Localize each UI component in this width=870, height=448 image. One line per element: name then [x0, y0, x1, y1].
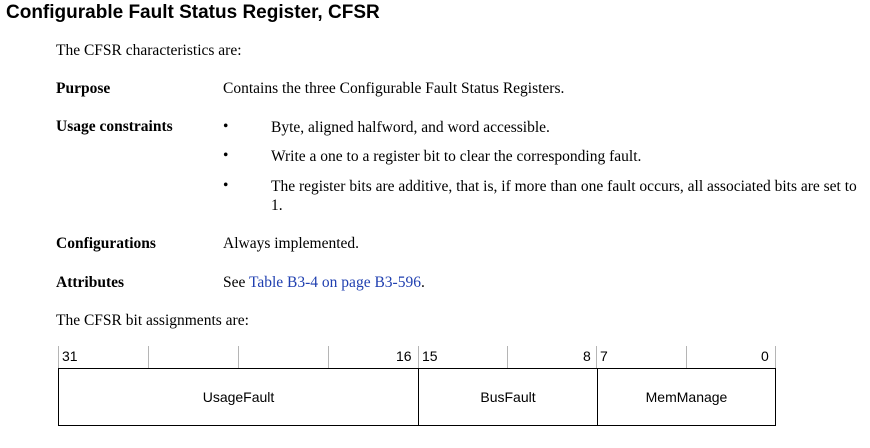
bit-label-31: 31 — [62, 348, 78, 364]
ruler-tick — [686, 346, 687, 368]
field-busfault: BusFault — [418, 369, 597, 425]
bit-assignments-intro: The CFSR bit assignments are: — [56, 312, 249, 329]
purpose-value: Contains the three Configurable Fault Status Registers. — [223, 80, 565, 97]
intro-text: The CFSR characteristics are: — [56, 42, 242, 59]
ruler-tick — [148, 346, 149, 368]
ruler-tick — [238, 346, 239, 368]
ruler-tick — [418, 346, 419, 368]
attributes-suffix: . — [420, 274, 425, 291]
bit-label-7: 7 — [600, 348, 608, 364]
page-title: Configurable Fault Status Register, CFSR — [6, 2, 380, 23]
usage-item-3: The register bits are additive, that is, if more than one fault occurs, all associated bits are set to 1. — [271, 178, 857, 214]
table-reference-link[interactable]: Table B3-4 on page B3-596 — [248, 274, 421, 291]
ruler-tick — [596, 346, 597, 368]
bit-label-0: 0 — [761, 348, 769, 364]
attributes-value — [223, 274, 425, 292]
ruler-tick — [328, 346, 329, 368]
attributes-label: Attributes — [56, 274, 125, 291]
purpose-label: Purpose — [56, 80, 111, 97]
bit-label-15: 15 — [422, 348, 438, 364]
configurations-label: Configurations — [56, 235, 156, 252]
usage-item-2: Write a one to a register bit to clear the corresponding fault. — [271, 148, 642, 165]
bit-label-8: 8 — [583, 348, 591, 364]
bullet-1: • — [223, 118, 229, 135]
bullet-2: • — [223, 147, 229, 164]
usage-constraints-label: Usage constraints — [56, 118, 173, 135]
bit-fields-row — [58, 368, 776, 426]
ruler-tick — [58, 346, 59, 368]
bullet-3: • — [223, 177, 229, 194]
ruler-tick — [507, 346, 508, 368]
field-memmanage: MemManage — [597, 369, 775, 425]
attributes-prefix: See — [223, 274, 249, 291]
bit-ruler — [58, 346, 776, 368]
ruler-tick — [775, 346, 776, 368]
field-usagefault: UsageFault — [202, 389, 275, 405]
bit-label-16: 16 — [396, 348, 412, 364]
bit-assignment-diagram — [58, 346, 776, 426]
usage-item-1: Byte, aligned halfword, and word accessible. — [271, 119, 550, 136]
configurations-value: Always implemented. — [223, 235, 360, 252]
